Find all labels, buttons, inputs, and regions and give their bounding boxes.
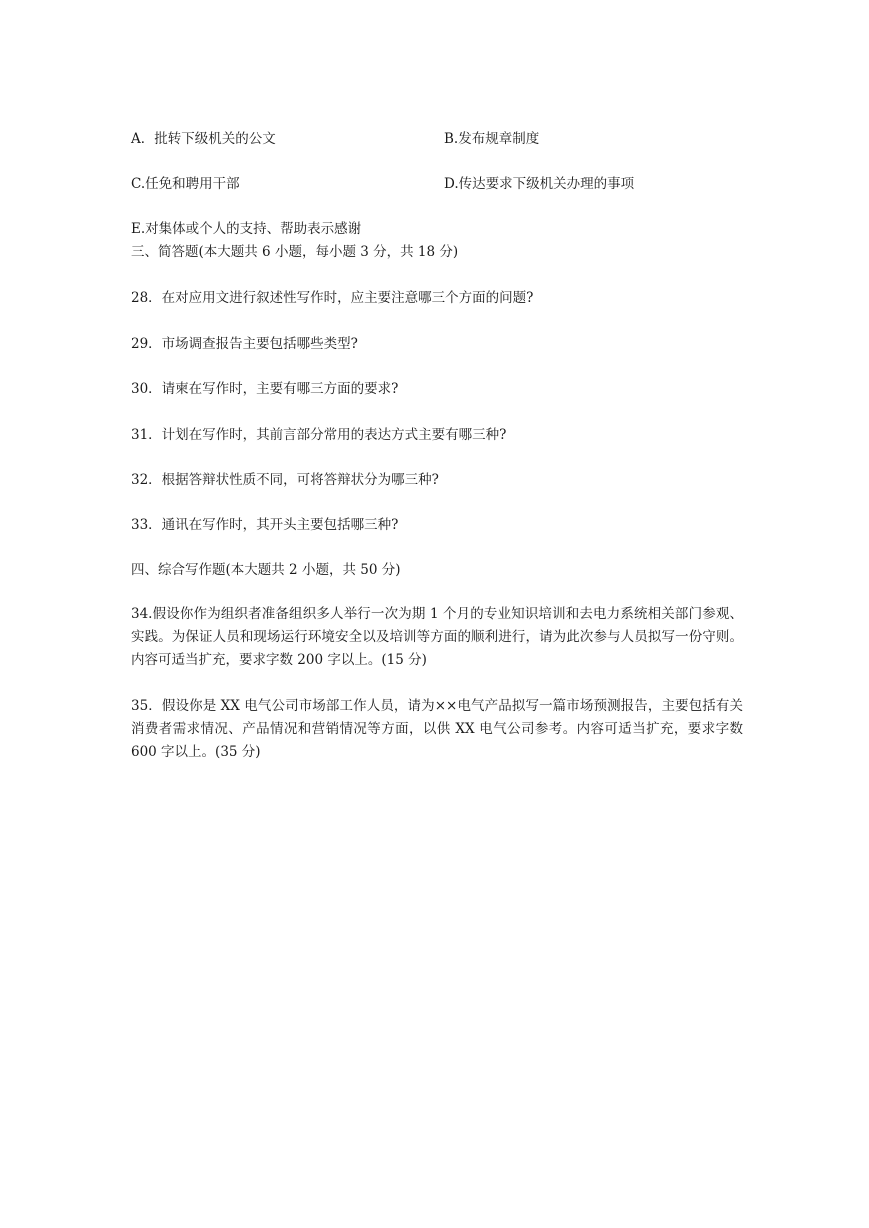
question-32: 32．根据答辩状性质不同，可将答辩状分为哪三种? [131, 472, 439, 488]
question-30: 30．请柬在写作时，主要有哪三方面的要求? [131, 381, 399, 397]
option-c: C.任免和聘用干部 [131, 176, 240, 192]
question-34: 34.假设你作为组织者准备组织多人举行一次为期 1 个月的专业知识培训和去电力系统相关部门参观、实践。为保证人员和现场运行环境安全以及培训等方面的顺利进行，请为此次参与人员拟写一份守则。内容可适当扩充，要求字数 200 字以上。(15 分) [131, 606, 743, 668]
option-a: A．批转下级机关的公文 [131, 131, 276, 147]
option-b: B.发布规章制度 [444, 131, 540, 147]
option-d: D.传达要求下级机关办理的事项 [444, 176, 635, 192]
question-33: 33．通讯在写作时，其开头主要包括哪三种? [131, 517, 399, 533]
option-e: E.对集体或个人的支持、帮助表示感谢 [131, 221, 362, 237]
question-29: 29．市场调查报告主要包括哪些类型? [131, 336, 358, 352]
section3-title: 三、简答题(本大题共 6 小题，每小题 3 分，共 18 分) [131, 244, 459, 260]
question-31: 31．计划在写作时，其前言部分常用的表达方式主要有哪三种? [131, 427, 507, 443]
section4-title: 四、综合写作题(本大题共 2 小题，共 50 分) [131, 562, 401, 578]
question-35: 35．假设你是 XX 电气公司市场部工作人员，请为××电气产品拟写一篇市场预测报告，主要包括有关消费者需求情况、产品情况和营销情况等方面，以供 XX 电气公司参考。内容可适当扩充，要求字数 600 字以上。(35 分) [131, 698, 743, 760]
question-28: 28．在对应用文进行叙述性写作时，应主要注意哪三个方面的问题? [131, 290, 534, 306]
